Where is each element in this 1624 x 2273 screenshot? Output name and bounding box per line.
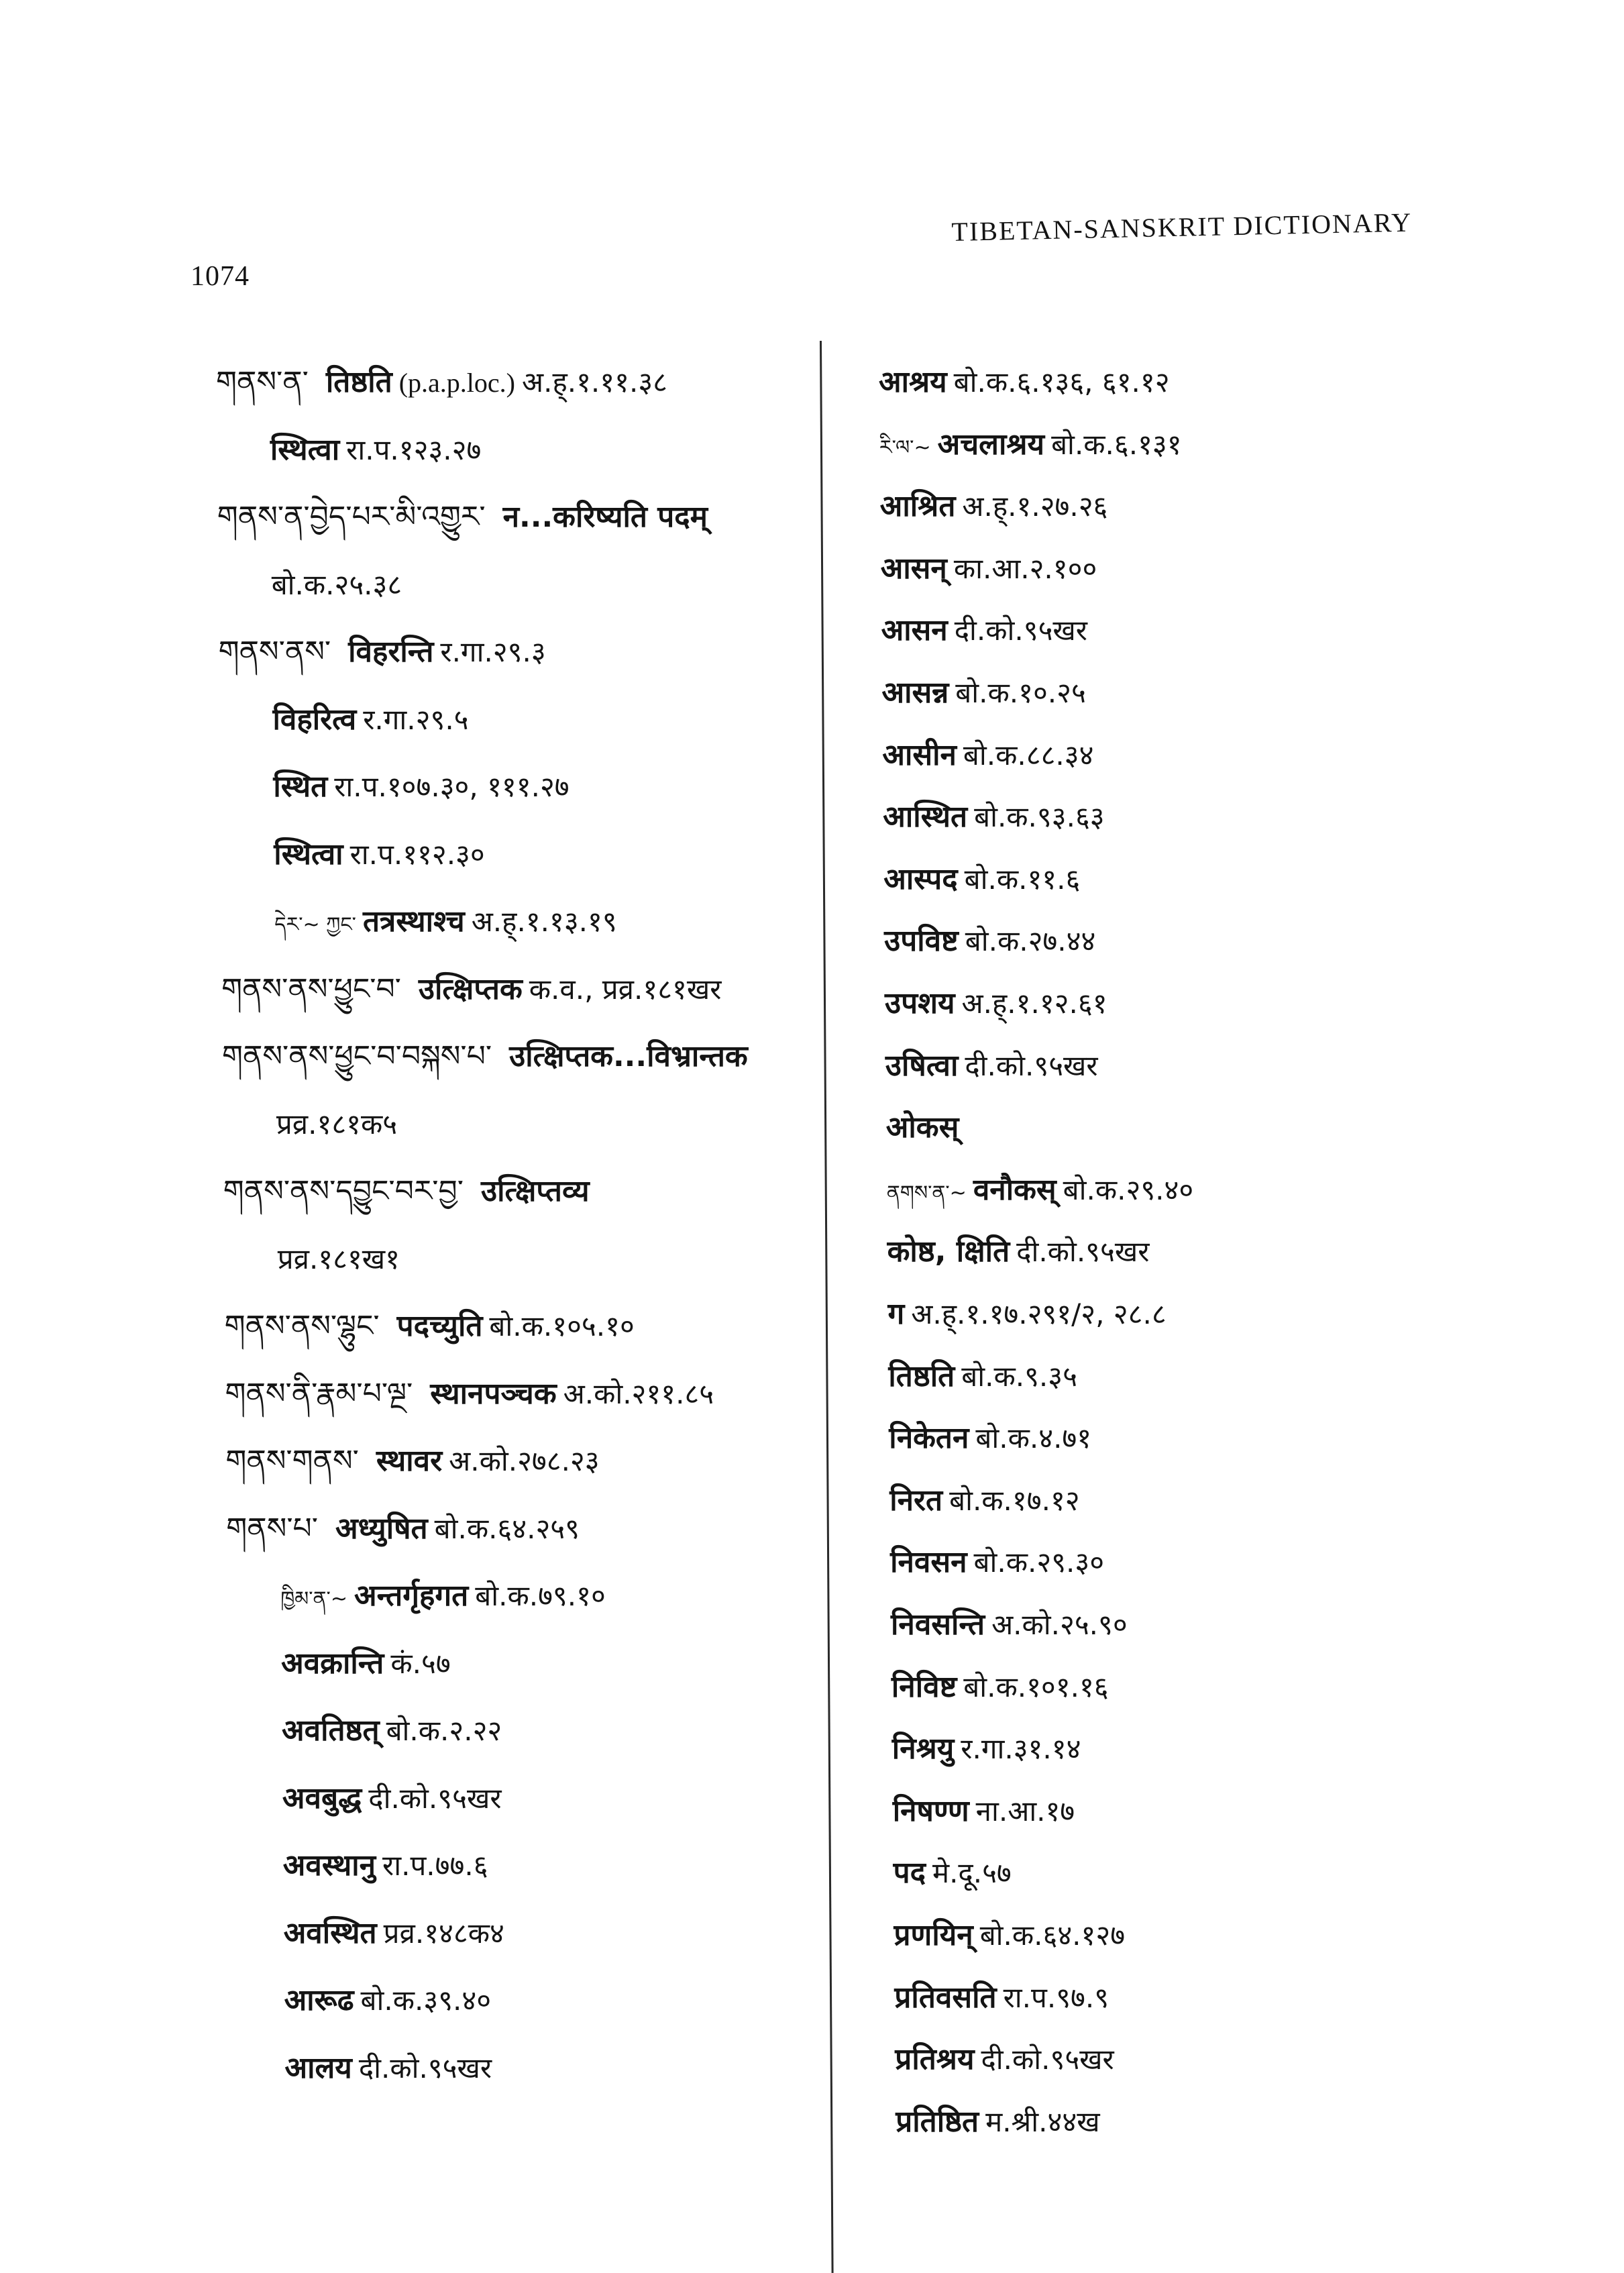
sanskrit-equivalent: पदच्युति [396,1309,483,1343]
source-reference: अ.को.२७८.२३ [449,1444,600,1477]
source-reference: प्रव्र.१८१ख१ [277,1242,400,1275]
dictionary-entry [891,1667,1109,1707]
dictionary-entry [882,735,1093,776]
tibetan-prefix: དེར་~ ཀྱང་ [274,913,356,937]
source-reference: बो.क.१०५.१० [489,1310,635,1342]
source-reference: बो.क.९.३५ [961,1359,1077,1393]
sanskrit-equivalent: निकेतन [889,1421,969,1456]
sanskrit-equivalent: अवस्थानु [282,1848,376,1883]
tibetan-prefix: ནགས་ན་~ [886,1181,967,1205]
sanskrit-equivalent: वनौकस् [973,1172,1057,1207]
sanskrit-equivalent: आश्रय [879,365,947,399]
tibetan-prefix: རི་ལ་~ [879,435,931,460]
sanskrit-equivalent: निरत [889,1483,943,1518]
tibetan-headword: གནས་ནས་ [218,635,331,669]
dictionary-entry [896,2102,1099,2142]
source-reference: बो.क.२९.३० [973,1546,1105,1579]
source-reference: ना.आ.१७ [975,1794,1075,1828]
dictionary-entry [892,1729,1081,1769]
tibetan-headword: གནས་ནས་ཕྱུང་བ་ [221,971,401,1006]
source-reference: बो.क.१०.२५ [955,676,1086,709]
sanskrit-equivalent: प्रतिवसति [894,1980,997,2015]
sanskrit-equivalent: न...करिष्यति पदम् [502,500,708,534]
dictionary-entry [225,1306,635,1346]
dictionary-entry [885,1046,1098,1086]
sanskrit-equivalent: अचलाश्रय [937,427,1045,462]
dictionary-entry [889,1481,1079,1521]
dictionary-entry [284,1913,504,1954]
source-reference: प्रव्र.१४८क४ [383,1916,504,1950]
dictionary-entry [888,1357,1077,1397]
source-reference: बो.क.१०१.१६ [963,1670,1109,1703]
sanskrit-equivalent: आस्पद [883,861,958,896]
dictionary-entry [881,549,1097,589]
sanskrit-equivalent: अवबुद्ध [282,1781,362,1815]
dictionary-entry [881,611,1087,651]
source-reference: का.आ.२.१०० [953,551,1097,585]
tibetan-headword: གནས་ནས་ཕྱུང་བ་བསྐས་པ་ [222,1039,492,1073]
source-reference: बो.क.२.२२ [386,1714,502,1747]
source-reference: दी.को.९५खर [981,2043,1114,2076]
dictionary-entry [225,1441,599,1481]
sanskrit-equivalent: प्रतिश्रय [895,2042,975,2077]
sanskrit-equivalent: निविष्ट [891,1669,957,1704]
source-reference: बो.क.२९.४० [1063,1173,1194,1206]
sanskrit-equivalent: उपविष्ट [884,924,959,959]
dictionary-entry [284,1980,491,2021]
source-reference: बो.क.३९.४० [360,1984,492,2017]
tibetan-headword: གནས་ན་བྱེད་པར་མི་འགྱུར་ [217,500,486,534]
source-reference: कं.५७ [390,1646,451,1680]
tibetan-headword: གནས་ནི་རྣམ་པ་ལྔ་ [225,1376,413,1411]
dictionary-entry [887,1170,1194,1214]
dictionary-entry [893,1791,1075,1832]
source-reference: प्रव्र.१८१क५ [276,1107,398,1141]
sanskrit-equivalent: प्रतिष्ठित [896,2104,979,2139]
dictionary-entry [216,362,667,403]
tibetan-headword: གནས་ནས་དབྱུང་བར་བྱ་ [223,1174,464,1208]
source-reference: दी.को.९५खर [358,2051,492,2084]
sanskrit-equivalent: निश्रयु [891,1732,955,1766]
tibetan-headword: གནས་པ་ [226,1511,319,1546]
source-reference: अ.ह्.१.१२.६१ [961,987,1107,1020]
source-reference: बो.क.११.६ [964,862,1081,896]
dictionary-entry [273,767,569,807]
dictionary-entry [281,1644,451,1684]
dictionary-entry [883,797,1104,837]
dictionary-entry [879,362,1170,403]
dictionary-entry [895,2040,1114,2080]
source-reference: क.व., प्रव्र.१८१खर [529,972,722,1006]
dictionary-entry [276,1104,397,1145]
sanskrit-equivalent: अवक्रान्ति [281,1646,384,1681]
source-reference: र.गा.२९.५ [363,702,469,736]
dictionary-entry [882,673,1086,713]
sanskrit-equivalent: आस्थित [883,800,968,835]
source-reference: बो.क.२७.४४ [965,924,1096,958]
source-reference: बो.क.८८.३४ [963,738,1094,772]
tibetan-headword: གནས་གནས་ [225,1444,359,1478]
sanskrit-equivalent: आसन्न [881,676,949,710]
sanskrit-equivalent: स्थावर [376,1444,443,1478]
sanskrit-equivalent: अवतिष्ठत् [282,1713,380,1748]
sanskrit-equivalent: आलय [284,2050,352,2085]
dictionary-entry [221,969,721,1010]
sanskrit-equivalent: ओकस् [885,1110,959,1145]
sanskrit-equivalent: प्रणयिन् [894,1918,973,1952]
source-reference: अ.को.२११.८५ [563,1377,714,1410]
dictionary-entry [226,1509,580,1549]
dictionary-entry [273,700,469,740]
dictionary-entry [890,1542,1104,1583]
dictionary-entry [280,1576,606,1620]
dictionary-entry [223,1171,590,1212]
source-reference: र.गा.२९.३ [440,635,546,668]
sanskrit-equivalent: कोष्ठ, क्षिति [887,1234,1010,1269]
source-reference: बो.क.१७.१२ [949,1483,1080,1517]
sanskrit-equivalent: उषित्वा [885,1048,959,1083]
sanskrit-equivalent: निवसन [890,1545,967,1580]
source-reference: रा.प.११२.३० [349,837,485,871]
sanskrit-equivalent: तिष्ठति [888,1359,955,1393]
sanskrit-equivalent: उत्क्षिप्तक...विभ्रान्तक [509,1039,748,1073]
source-reference: अ.ह्.१.१३.१९ [471,905,617,938]
sanskrit-equivalent: निषण्ण [892,1793,969,1828]
source-reference: अ.ह्.१.२७.२६ [962,490,1108,523]
sanskrit-equivalent: पद [893,1856,926,1891]
dictionary-entry [274,835,484,875]
sanskrit-equivalent: स्थानपञ्चक [430,1376,557,1411]
sanskrit-equivalent: तिष्ठति [325,365,392,399]
sanskrit-equivalent: अन्तर्गृहगत [354,1579,469,1613]
sanskrit-equivalent: स्थित्वा [270,432,340,467]
page-number: 1074 [191,261,250,292]
source-reference: अ.ह्.१.११.३८ [522,366,667,399]
dictionary-entry [880,486,1108,527]
sanskrit-equivalent: उपशय [885,986,955,1020]
sanskrit-equivalent: आश्रित [879,489,956,524]
source-reference: मे.दू.५७ [932,1856,1012,1890]
dictionary-entry [278,1239,400,1279]
source-reference: बो.क.७९.१० [475,1579,606,1612]
dictionary-entry [225,1374,714,1414]
sanskrit-equivalent: उत्क्षिप्तव्य [480,1174,590,1208]
sanskrit-equivalent: आसन [881,613,948,648]
dictionary-entry [282,1711,502,1751]
sanskrit-equivalent: स्थित्वा [274,837,343,871]
dictionary-entry [274,902,617,945]
tibetan-headword: གནས་ནས་ལྷུང་ [224,1309,380,1343]
dictionary-entry [894,1978,1109,2018]
sanskrit-equivalent: निवसन्ति [891,1607,985,1642]
tibetan-prefix: ཁྱིམ་ན་~ [280,1587,347,1611]
dictionary-entry [888,1294,1167,1334]
source-reference: बो.क.६४.२५९ [434,1512,580,1545]
dictionary-entry [270,430,481,470]
source-reference: रा.प.१०७.३०, १११.२७ [334,770,570,803]
dictionary-entry [219,632,546,672]
column-divider [820,341,834,2273]
sanskrit-equivalent: अवस्थित [283,1915,377,1950]
dictionary-entry [272,565,402,605]
source-reference: बो.क.४.७१ [975,1422,1092,1455]
sanskrit-equivalent: ग [887,1297,905,1331]
source-reference: रा.प.९७.९ [1003,1980,1109,2014]
sanskrit-equivalent: स्थित [273,770,328,804]
grammar-note: (p.a.p.loc.) [398,368,515,398]
sanskrit-equivalent: उत्क्षिप्तक [418,971,523,1006]
source-reference: दी.को.९५खर [965,1049,1098,1082]
dictionary-entry [282,1779,502,1819]
dictionary-entry [894,1915,1126,1956]
dictionary-entry [283,1846,488,1886]
source-reference: रा.प.७७.६ [382,1849,488,1882]
source-reference: रा.प.१२३.२७ [346,433,482,466]
dictionary-entry [285,2048,492,2089]
tibetan-headword: གནས་ན་ [216,365,309,399]
sanskrit-equivalent: तत्रस्थाश्च [362,904,465,939]
dictionary-entry [222,1037,748,1077]
dictionary-entry [885,984,1107,1024]
dictionary-entry [217,497,708,537]
source-reference: बो.क.६.१३६, ६१.१२ [953,366,1170,399]
dictionary-entry [887,1232,1150,1272]
source-reference: अ.ह्.१.१७.२९१/२, २८.८ [911,1298,1167,1330]
sanskrit-equivalent: अध्युषित [335,1511,428,1546]
source-reference: अ.को.२५.९० [991,1608,1128,1641]
source-reference: बो.क.२५.३८ [271,568,402,601]
dictionary-entry [889,1418,1091,1459]
sanskrit-equivalent: आसीन [882,737,957,772]
sanskrit-equivalent: आरूढ [284,1983,354,2017]
source-reference: बो.क.६४.१२७ [979,1919,1126,1952]
dictionary-entry [879,425,1182,468]
source-reference: र.गा.३१.१४ [961,1732,1081,1766]
source-reference: म.श्री.४४ख [985,2105,1100,2138]
sanskrit-equivalent: विहरन्ति [348,635,434,669]
source-reference: दी.को.९५खर [954,614,1087,647]
dictionary-entry [883,859,1080,900]
source-reference: दी.को.९५खर [1016,1235,1150,1269]
dictionary-entry [886,1108,959,1148]
sanskrit-equivalent: विहरित्व [272,702,357,737]
source-reference: बो.क.६.१३१ [1051,427,1182,461]
dictionary-entry [891,1605,1128,1645]
sanskrit-equivalent: आसन् [880,551,947,586]
source-reference: बो.क.९३.६३ [974,800,1105,834]
source-reference: दी.को.९५खर [368,1781,502,1815]
running-title: TIBETAN-SANSKRIT DICTIONARY [951,207,1413,247]
dictionary-entry [894,1853,1012,1893]
dictionary-entry [884,921,1095,961]
